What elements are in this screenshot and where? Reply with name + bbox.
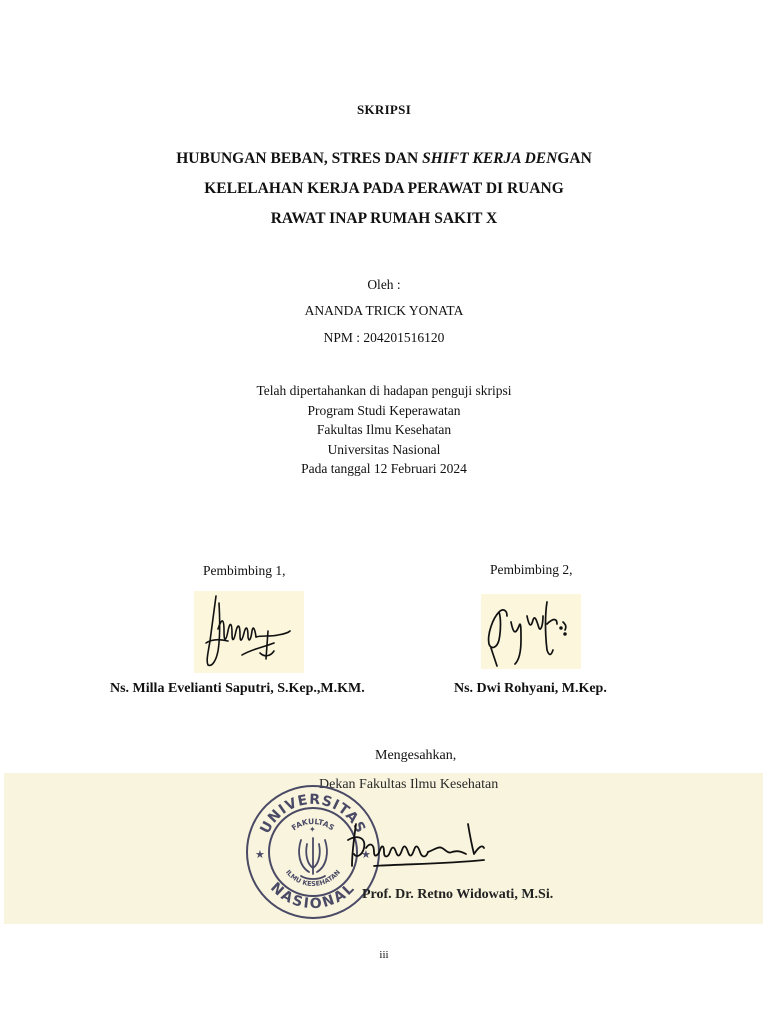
- page-number: iii: [379, 949, 389, 961]
- defense-date: Pada tanggal 12 Februari 2024: [301, 461, 467, 476]
- title-line-1-suffix: GAN: [557, 150, 592, 167]
- supervisor-2-label: Pembimbing 2,: [490, 562, 573, 577]
- defense-university: Universitas Nasional: [327, 441, 441, 457]
- title-line-1-italic: SHIFT KERJA DEN: [422, 150, 558, 167]
- approval-label: Mengesahkan,: [375, 748, 457, 763]
- signature-1-icon: [194, 591, 304, 673]
- dean-position: Dekan Fakultas Ilmu Kesehatan: [319, 777, 499, 792]
- dean-name: Prof. Dr. Retno Widowati, M.Si.: [362, 887, 554, 902]
- stamp-outer-bottom-text: NASIONAL: [267, 879, 359, 913]
- stamp-outer-top-text: UNIVERSITAS: [257, 791, 369, 837]
- svg-text:★: ★: [361, 848, 371, 861]
- supervisor-1-name: Ns. Milla Evelianti Saputri, S.Kep.,M.KM.: [110, 681, 365, 696]
- student-number: NPM : 204201516120: [323, 330, 445, 345]
- by-label: Oleh :: [367, 277, 401, 292]
- title-line-1-prefix: HUBUNGAN BEBAN, STRES DAN: [176, 150, 423, 167]
- document-type-label: SKRIPSI: [356, 102, 412, 117]
- supervisor-1-label: Pembimbing 1,: [203, 563, 286, 578]
- stamp-inner-top-text: FAKULTAS: [289, 816, 337, 833]
- title-line-3: RAWAT INAP RUMAH SAKIT X: [270, 210, 498, 227]
- defense-line-1: Telah dipertahankan di hadapan penguji skripsi: [256, 383, 512, 398]
- signature-2-icon: [481, 594, 581, 669]
- author-name: ANANDA TRICK YONATA: [304, 303, 464, 318]
- svg-text:★: ★: [255, 848, 265, 861]
- supervisor-2-name: Ns. Dwi Rohyani, M.Kep.: [454, 681, 607, 696]
- dean-signature-icon: [344, 818, 504, 878]
- defense-faculty: Fakultas Ilmu Kesehatan: [316, 422, 452, 437]
- title-line-1: [0, 150, 768, 168]
- stamp-inner-bottom-text: ILMU KESEHATAN: [284, 868, 343, 889]
- svg-text:✦: ✦: [309, 825, 316, 834]
- title-line-2: KELELAHAN KERJA PADA PERAWAT DI RUANG: [204, 180, 564, 197]
- defense-statement: [0, 381, 768, 479]
- defense-program: Program Studi Keperawatan: [307, 402, 461, 418]
